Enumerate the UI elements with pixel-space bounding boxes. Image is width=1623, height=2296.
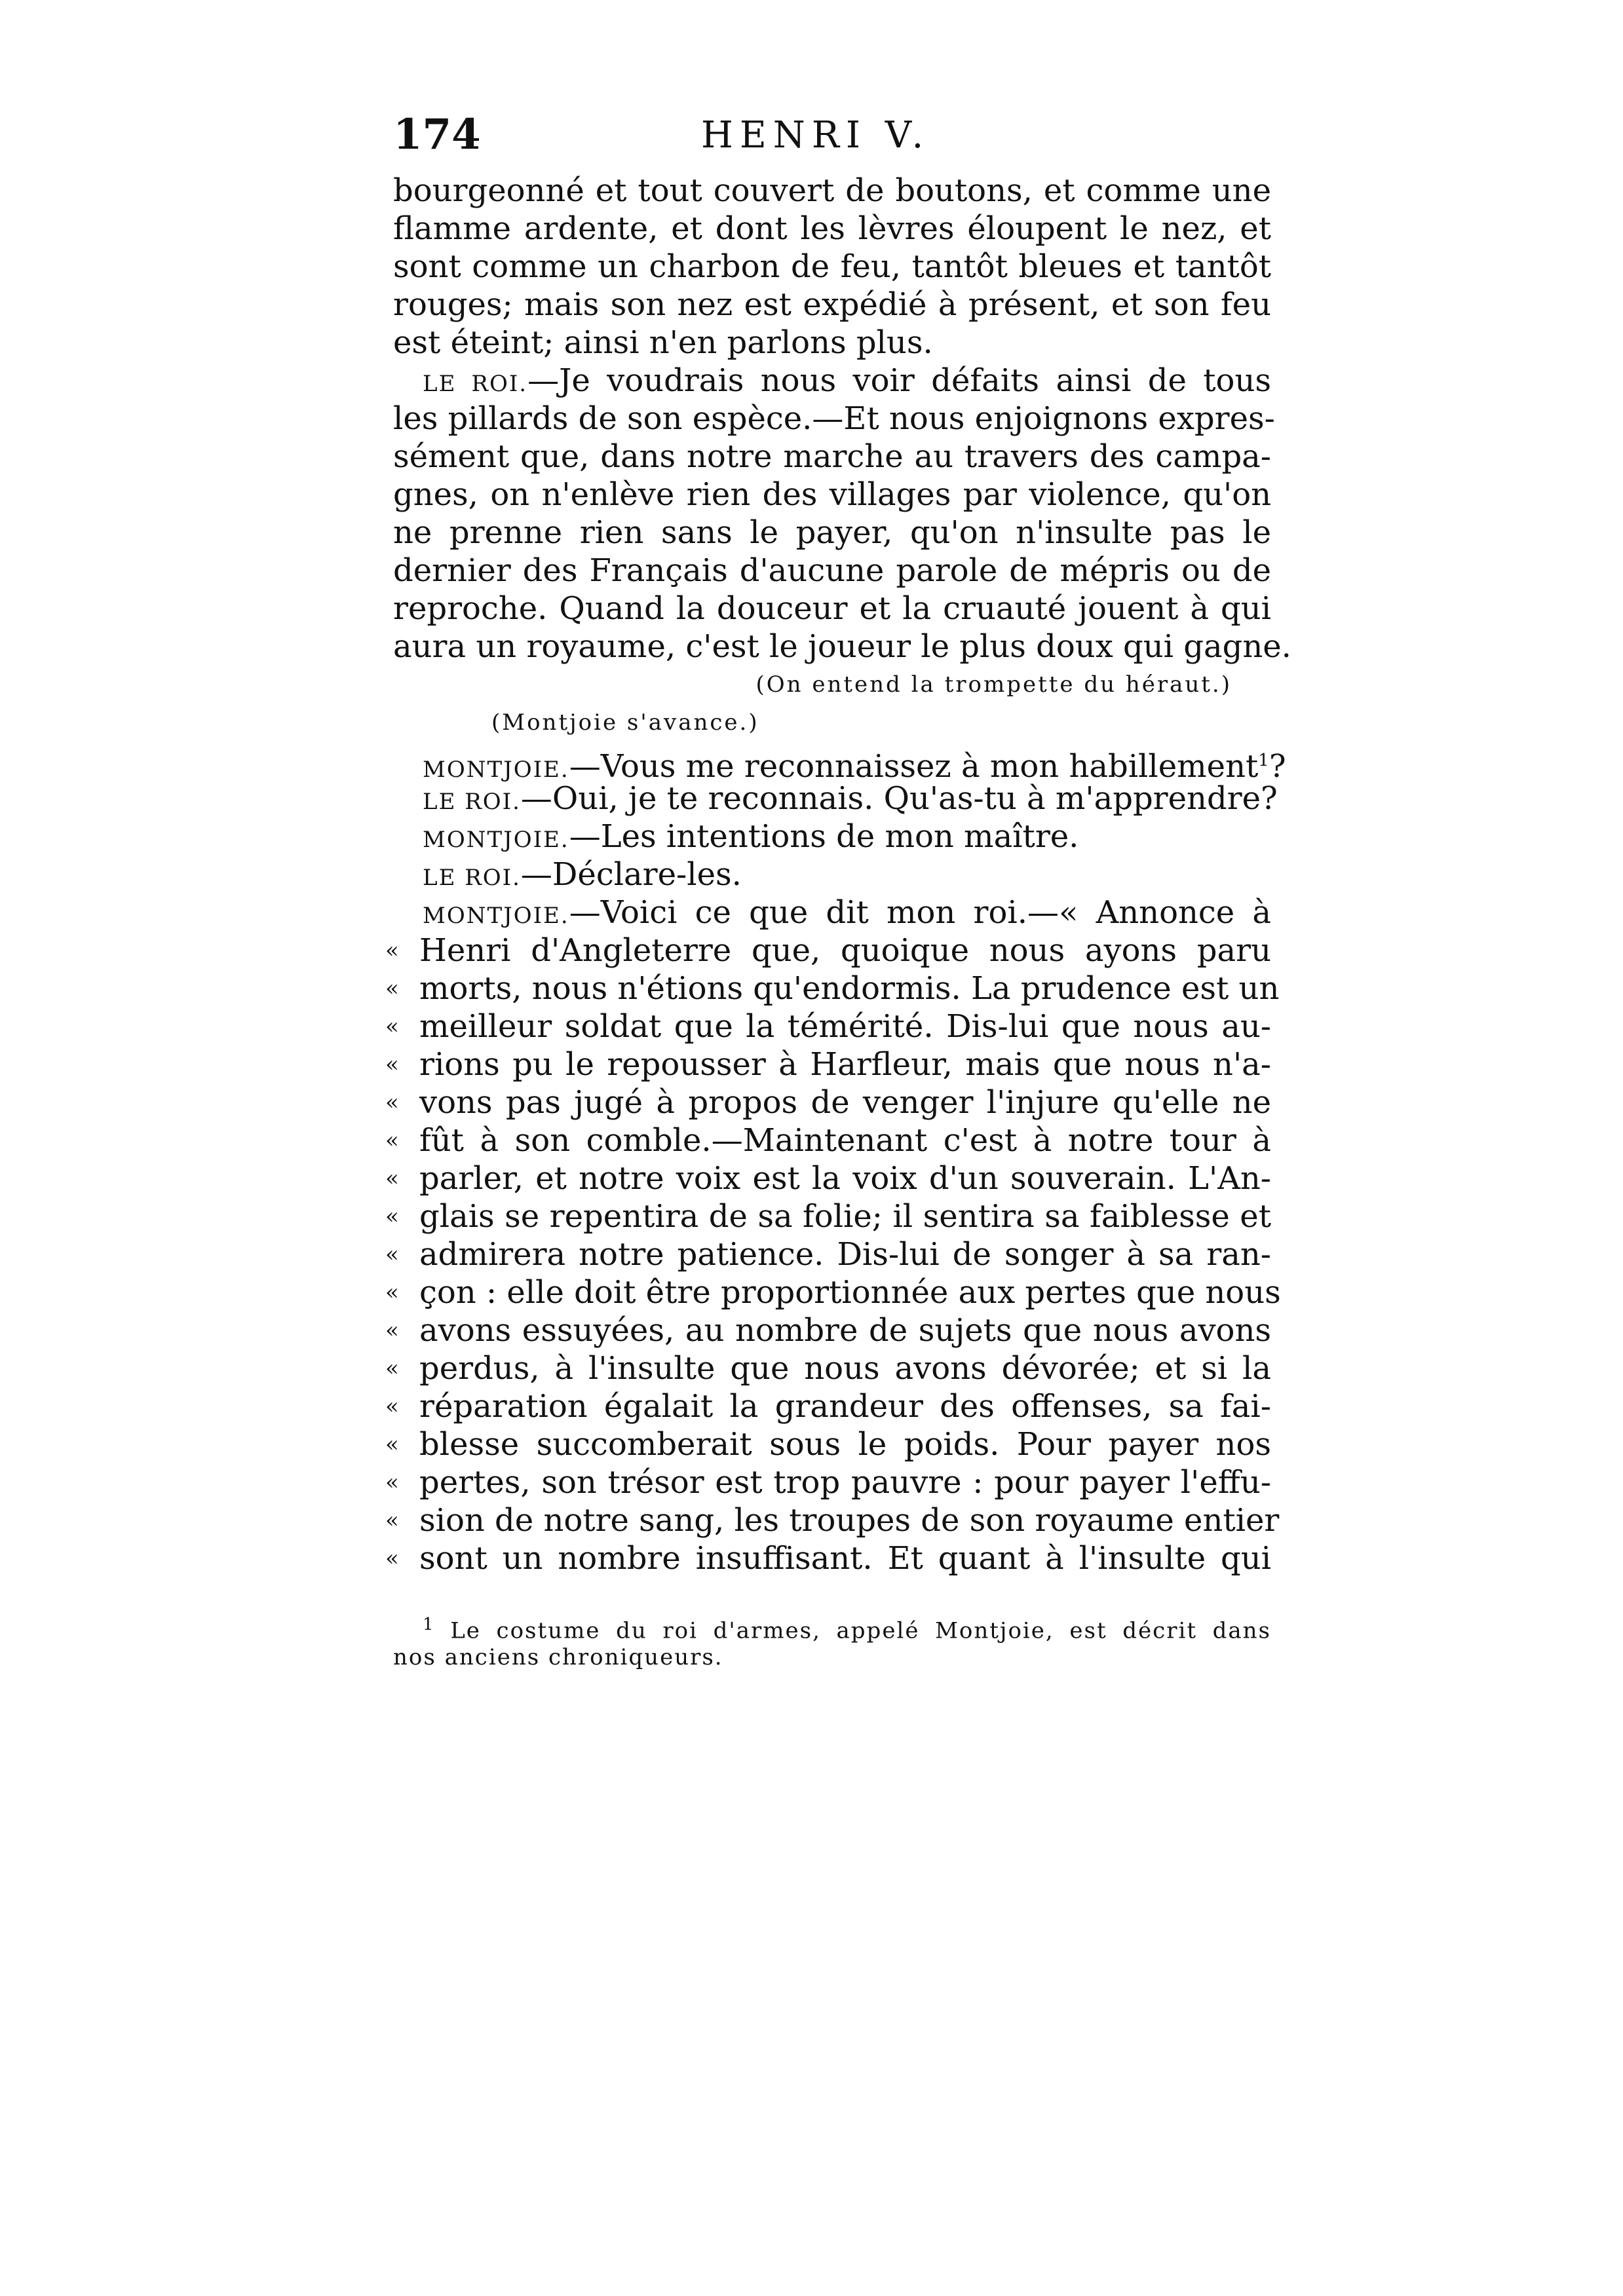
text-line: flamme ardente, et dont les lèvres éloupent le nez, et (393, 210, 1271, 247)
quoted-line (385, 1235, 1271, 1273)
footnote-line: nos anciens chroniqueurs. (393, 1644, 723, 1670)
quoted-text: admirera notre patience. Dis-lui de songer à sa ran- (419, 1236, 1271, 1273)
quote-mark: « (385, 1545, 399, 1571)
quoted-line (385, 969, 1280, 1007)
page-number: 174 (393, 110, 481, 159)
quoted-line (385, 1045, 1271, 1083)
stage-direction: (On entend la trompette du héraut.) (755, 671, 1232, 698)
quote-mark: « (385, 1241, 399, 1268)
quoted-line (385, 1273, 1281, 1311)
quoted-line (385, 1501, 1280, 1539)
quoted-text: çon : elle doit être proportionnée aux pertes que nous (419, 1274, 1281, 1311)
text-line: dernier des Français d'aucune parole de mépris ou de (393, 552, 1271, 589)
text-line: reproche. Quand la douceur et la cruauté jouent à qui (393, 590, 1271, 627)
quoted-text: sont un nombre insuffisant. Et quant à l'insulte qui (419, 1540, 1271, 1577)
quoted-text: fût à son comble.—Maintenant c'est à notre tour à (419, 1122, 1271, 1159)
quoted-text: Henri d'Angleterre que, quoique nous ayons paru (419, 932, 1271, 969)
speech-text: —Les intentions de mon maître. (569, 818, 1079, 855)
quote-mark: « (385, 1469, 399, 1496)
quoted-text: parler, et notre voix est la voix d'un souverain. L'An- (419, 1160, 1271, 1197)
quote-mark: « (385, 1393, 399, 1420)
text-line: sément que, dans notre marche au travers des campa- (393, 438, 1271, 475)
quoted-line (385, 932, 1271, 969)
footnote (393, 1608, 1271, 1674)
quote-mark: « (385, 937, 399, 964)
speaker-name: LE ROI. (423, 865, 521, 891)
quoted-line (385, 1425, 1271, 1463)
quoted-text: meilleur soldat que la témérité. Dis-lui que nous au- (419, 1008, 1271, 1045)
quoted-line (385, 1083, 1271, 1121)
speech-montjoie-2 (393, 818, 1271, 856)
speech-text-end: ? (1269, 748, 1286, 785)
quoted-text: avons essuyées, au nombre de sujets que nous avons (419, 1312, 1271, 1349)
speech-montjoie-1 (393, 742, 1286, 785)
quoted-text: sion de notre sang, les troupes de son royaume entier (419, 1502, 1280, 1539)
quote-mark: « (385, 1431, 399, 1458)
speaker-name: MONTJOIE. (423, 757, 569, 783)
text-line (393, 894, 1271, 932)
page-header (393, 110, 1271, 169)
quote-mark: « (385, 1279, 399, 1306)
quote-mark: « (385, 975, 399, 1002)
footnote-number: 1 (423, 1615, 435, 1634)
speech-text: —Vous me reconnaissez à mon habillement (569, 748, 1259, 785)
text-line: sont comme un charbon de feu, tantôt bleues et tantôt (393, 248, 1271, 285)
quoted-text: réparation égalait la grandeur des offenses, sa fai- (419, 1388, 1271, 1425)
quoted-line (385, 1387, 1271, 1425)
quoted-line (385, 1539, 1271, 1577)
stage-direction: (Montjoie s'avance.) (491, 709, 759, 736)
speaker-name: MONTJOIE. (423, 827, 569, 853)
speech-roi-1 (393, 362, 1291, 666)
text-line (393, 362, 1271, 400)
footnote-text: Le costume du roi d'armes, appelé Montjoie, est décrit dans (450, 1617, 1272, 1644)
speaker-name: LE ROI. (423, 371, 528, 397)
paragraph-1 (393, 172, 1271, 362)
speaker-name: MONTJOIE. (423, 903, 569, 929)
running-title: HENRI V. (701, 114, 930, 157)
speech-text: —Déclare-les. (520, 856, 742, 893)
quote-mark: « (385, 1051, 399, 1078)
text-line: bourgeonné et tout couvert de boutons, et comme une (393, 172, 1271, 209)
quoted-line (385, 1349, 1271, 1387)
speech-text: —Oui, je te reconnais. Qu'as-tu à m'apprendre? (520, 780, 1278, 817)
quote-mark: « (385, 1203, 399, 1230)
text-line: est éteint; ainsi n'en parlons plus. (393, 324, 933, 361)
quoted-line (385, 1007, 1271, 1045)
quoted-line (385, 1311, 1271, 1349)
quoted-text: rions pu le repousser à Harfleur, mais que nous n'a- (419, 1046, 1271, 1083)
quote-mark: « (385, 1013, 399, 1040)
quoted-lines (385, 932, 1281, 1577)
quote-mark: « (385, 1165, 399, 1192)
speaker-name: LE ROI. (423, 789, 521, 815)
quoted-text: blesse succomberait sous le poids. Pour payer nos (419, 1426, 1271, 1463)
quote-mark: « (385, 1089, 399, 1116)
quoted-text: perdus, à l'insulte que nous avons dévorée; et si la (419, 1350, 1271, 1387)
quote-mark: « (385, 1127, 399, 1154)
quote-mark: « (385, 1507, 399, 1534)
quoted-text: glais se repentira de sa folie; il sentira sa faiblesse et (419, 1198, 1271, 1235)
quote-mark: « (385, 1317, 399, 1344)
quoted-text: morts, nous n'étions qu'endormis. La prudence est un (419, 970, 1280, 1007)
speech-roi-2 (393, 780, 1278, 818)
speech-montjoie-3 (385, 894, 1281, 1577)
quoted-line (385, 1463, 1271, 1501)
text-line: aura un royaume, c'est le joueur le plus doux qui gagne. (393, 628, 1291, 665)
speech-roi-3 (393, 856, 1271, 894)
speech-text: —Voici ce que dit mon roi.—« Annonce à (569, 894, 1271, 931)
quoted-line (385, 1159, 1271, 1197)
quote-mark: « (385, 1355, 399, 1382)
text-line: rouges; mais son nez est expédié à présent, et son feu (393, 286, 1271, 323)
text-line: ne prenne rien sans le payer, qu'on n'insulte pas le (393, 514, 1271, 551)
quoted-line (385, 1121, 1271, 1159)
quoted-text: pertes, son trésor est trop pauvre : pour payer l'effu- (419, 1464, 1271, 1501)
quoted-line (385, 1197, 1271, 1235)
page-body (385, 172, 1291, 1577)
footnote-line (393, 1608, 1272, 1644)
quoted-text: vons pas jugé à propos de venger l'injure qu'elle ne (419, 1084, 1271, 1121)
text-line: gnes, on n'enlève rien des villages par violence, qu'on (393, 476, 1271, 513)
text-line: les pillards de son espèce.—Et nous enjoignons expres- (393, 400, 1275, 437)
footnote-ref: 1 (1258, 751, 1269, 770)
speech-text: —Je voudrais nous voir défaits ainsi de tous (527, 362, 1271, 399)
